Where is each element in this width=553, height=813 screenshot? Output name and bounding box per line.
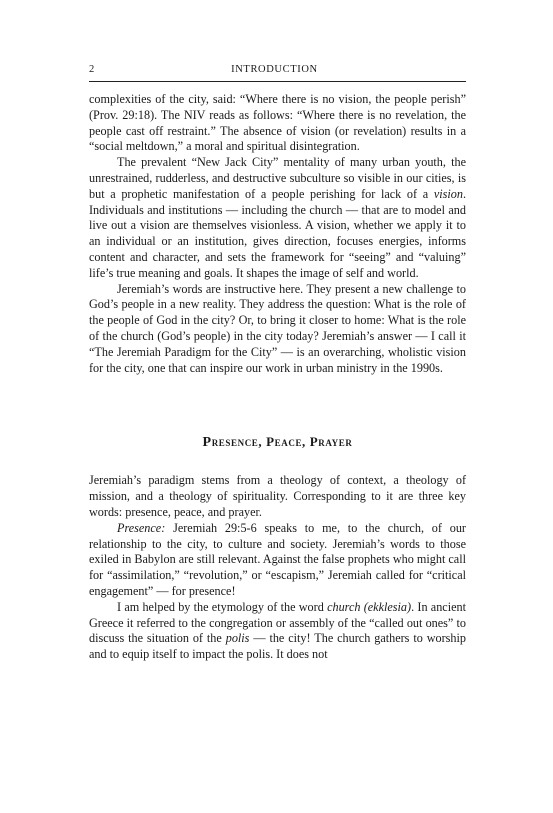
running-header: [89, 64, 466, 82]
book-page: [89, 64, 466, 663]
paragraph-paradigm: Jeremiah’s paradigm stems from a theology of context, a theology of mission, and a theology of spirituality. Corresponding to it are three key words: presence, peace, and prayer.: [89, 473, 466, 519]
page-number: 2: [89, 64, 95, 75]
paragraph-presence: Presence: Jeremiah 29:5-6 speaks to me, to the church, of our relationship to the city, to culture and society. Jeremiah’s words to those exiled in Babylon are still relevant. Against the false prophets who might call for “assimilation,” “revolution,” or “escapism,” Jeremiah called for “critical engagement” — for presence!: [89, 520, 466, 598]
paragraph-jeremiah-words: Jeremiah’s words are instructive here. They present a new challenge to God’s people in a new reality. They address the question: What is the role of the people of God in the city? Or, to bring it closer to home: What is the role of the church (God’s people) in the city today? Jeremiah’s answer — I call it “The Jeremiah Paradigm for the City” — is an overarching, wholistic vision for the city, one that can inspire our work in urban ministry in the 1990s.: [89, 281, 466, 375]
paragraph-continuation: complexities of the city, said: “Where there is no vision, the people perish” (Prov. 29:18). The NIV reads as follows: “Where there is no revelation, the people cast off restraint.” The absence of vision (or revelation) results in a “social meltdown,” a moral and spiritual disintegration.: [89, 92, 466, 154]
paragraph-new-jack-city: The prevalent “New Jack City” mentality of many urban youth, the unrestrained, rudderless, and destructive subculture so visible in our cities, is but a prophetic manifestation of a people perishing for lack of a vision. Individuals and institutions — including the church — that are to model and live out a vision are themselves visionless. A vision, whether we apply it to an individual or an institution, gives direction, focuses energies, informs content and character, and sets the framework for “seeing” and “valuing” life’s true meaning and goals. It shapes the image of self and world.: [89, 155, 466, 280]
body-text: [89, 92, 466, 663]
running-title: INTRODUCTION: [231, 64, 318, 75]
paragraph-ekklesia: I am helped by the etymology of the word church (ekklesia). In ancient Greece it referred to the congregation or assembly of the “called out ones” to discuss the situation of the polis — the city! The church gathers to worship and to equip itself to impact the polis. It does not: [89, 599, 466, 662]
section-heading: Presence, Peace, Prayer: [202, 434, 353, 451]
